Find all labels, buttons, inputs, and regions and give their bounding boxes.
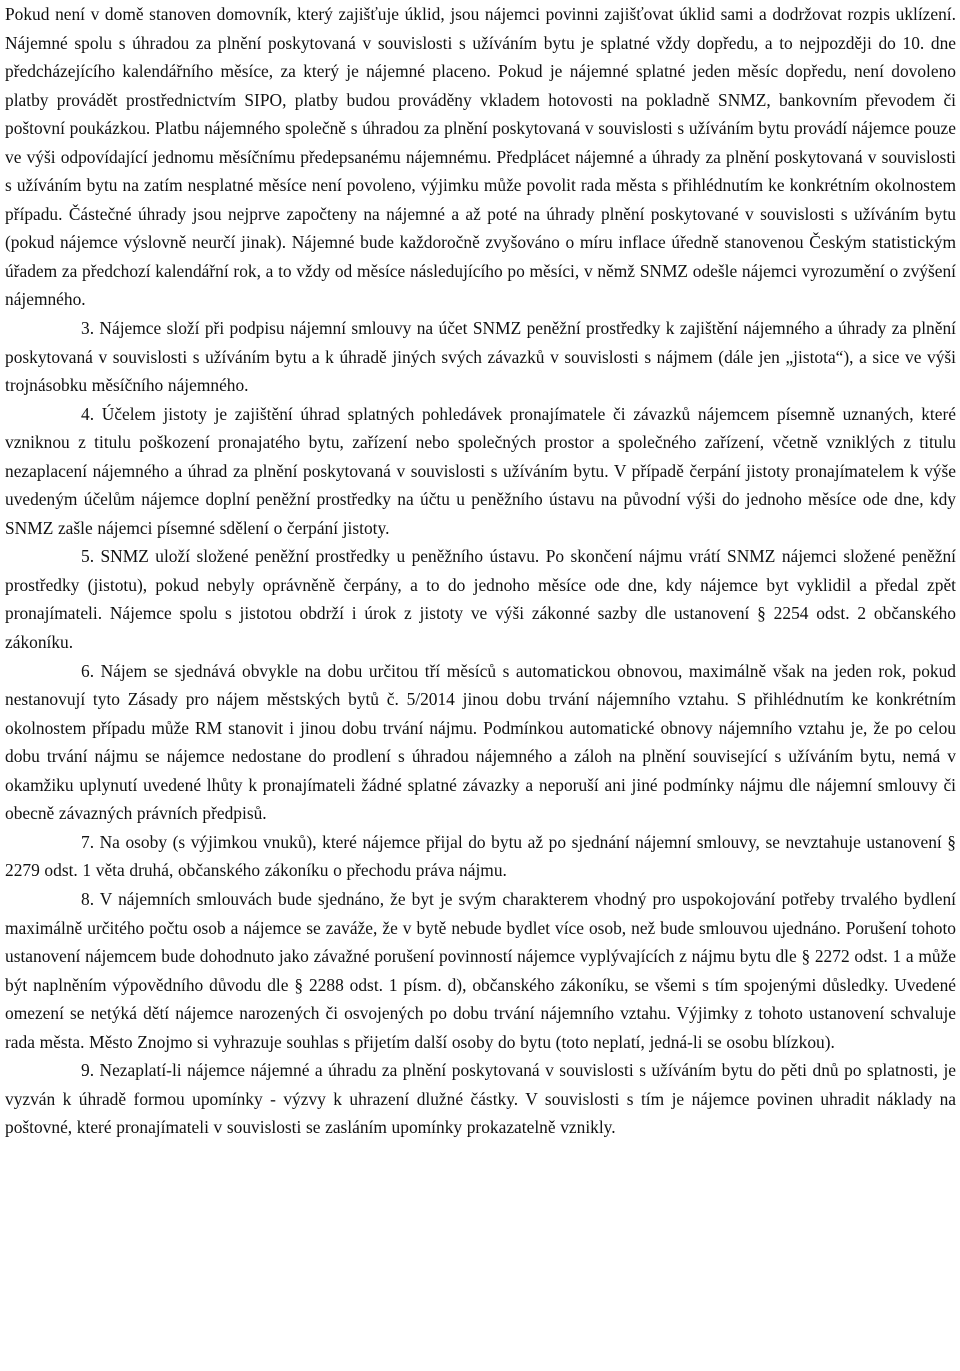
paragraph-6: 6. Nájem se sjednává obvykle na dobu určitou tří měsíců s automatickou obnovou, maximálně však na jeden rok, pokud nestanovují tyto Zásady pro nájem městských bytů č. 5/2014 jinou dobu trvání nájemního vztahu. S přihlédnutím ke konkrétním okolnostem případu může RM stanovit i jinou dobu trvání nájmu. Podmínkou automatické obnovy nájemního vztahu je, že po celou dobu trvání nájmu se nájemce nedostane do prodlení s úhradou nájemného a záloh na plnění související s užíváním bytu, nemá v okamžiku uplynutí uvedené lhůty k pronajímateli žádné splatné závazky a neporuší ani jiné podmínky nájmu dle nájemní smlouvy či obecně závazných právních předpisů. (5, 660, 956, 824)
paragraph-3: 3. Nájemce složí při podpisu nájemní smlouvy na účet SNMZ peněžní prostředky k zajištění nájemného a úhrady za plnění poskytovaná v souvislosti s užíváním bytu a k úhradě jiných svých závazků v souvislosti s nájmem (dále jen „jistota“), a sice ve výši trojnásobku měsíčního nájemného. (5, 318, 956, 396)
paragraph-8: 8. V nájemních smlouvách bude sjednáno, že byt je svým charakterem vhodný pro uspokojování potřeby trvalého bydlení maximálně určitého počtu osob a nájemce se zaváže, že v bytě nebude bydlet více osob, než bude smlouvou ujednáno. Porušení tohoto ustanovení nájemcem bude dohodnuto jako závažné porušení povinností nájemce vyplývajících z nájmu bytu dle § 2272 odst. 1 a může být naplněním výpovědního důvodu dle § 2288 odst. 1 písm. d), občanského zákoníku, se všemi s tím spojenými důsledky. Uvedené omezení se netýká dětí nájemce narozených či osvojených po dobu trvání nájemního vztahu. Výjimky z tohoto ustanovení schvaluje rada města. Město Znojmo si vyhrazuje souhlas s přijetím další osoby do bytu (toto neplatí, jedná-li se osobu blízkou). (5, 888, 956, 1052)
paragraph-9: 9. Nezaplatí-li nájemce nájemné a úhradu za plnění poskytovaná v souvislosti s užíváním bytu do pěti dnů po splatnosti, je vyzván k úhradě formou upomínky - výzvy k uhrazení dlužné částky. V souvislosti s tím je nájemce povinen uhradit náklady na poštovné, které pronajímateli v souvislosti se zasláním upomínky prokazatelně vznikly. (5, 1060, 956, 1138)
paragraph-continuation: Pokud není v domě stanoven domovník, který zajišťuje úklid, jsou nájemci povinni zajišťovat úklid sami a dodržovat rozpis uklízení. Nájemné spolu s úhradou za plnění poskytovaná v souvislosti s užíváním bytu je splatné vždy dopředu, a to nejpozději do 10. dne předcházejícího kalendářního měsíce, za který je nájemné placeno. Pokud je nájemné splatné jeden měsíc dopředu, není dovoleno platby provádět prostřednictvím SIPO, platby budou prováděny vkladem hotovosti na pokladně SNMZ, bankovním převodem či poštovní poukázkou. Platbu nájemného společně s úhradou za plnění poskytovaná v souvislosti s užíváním bytu provádí nájemce pouze ve výši odpovídající jednomu měsíčnímu předepsanému nájemnému. Předplácet nájemné a úhrady za plnění poskytovaná v souvislosti s užíváním bytu na zatím nesplatné měsíce není povoleno, výjimku může povolit rada města s přihlédnutím ke konkrétním okolnostem případu. Částečné úhrady jsou nejprve započteny na nájemné a až poté na úhrady plnění poskytované v souvislosti s užíváním bytu (pokud nájemce výslovně neurčí jinak). Nájemné bude každoročně zvyšováno o míru inflace úředně stanovenou Českým statistickým úřadem za předchozí kalendářní rok, a to vždy od měsíce následujícího po měsíci, v němž SNMZ odešle nájemci vyrozumění o zvýšení nájemného. (5, 4, 956, 310)
paragraph-4: 4. Účelem jistoty je zajištění úhrad splatných pohledávek pronajímatele či závazků nájemcem písemně uznaných, které vzniknou z titulu poškození pronajatého bytu, zařízení nebo společných prostor a společného zařízení, včetně vzniklých z titulu nezaplacení nájemného a úhrad za plnění poskytovaná v souvislosti s užíváním bytu. V případě čerpání jistoty pronajímatelem k výše uvedeným účelům nájemce doplní peněžní prostředky na účtu u peněžního ústavu na původní výši do jednoho měsíce ode dne, kdy SNMZ zašle nájemci písemné sdělení o čerpání jistoty. (5, 403, 956, 538)
paragraph-5: 5. SNMZ uloží složené peněžní prostředky u peněžního ústavu. Po skončení nájmu vrátí SNMZ nájemci složené peněžní prostředky (jistotu), pokud nebyly oprávněně čerpány, a to do jednoho měsíce ode dne, kdy nájemce byt vyklidil a předal zpět pronajímateli. Nájemce spolu s jistotou obdrží i úrok z jistoty ve výši zákonné sazby dle ustanovení § 2254 odst. 2 občanského zákoníku. (5, 546, 956, 653)
paragraph-7: 7. Na osoby (s výjimkou vnuků), které nájemce přijal do bytu až po sjednání nájemní smlouvy, se nevztahuje ustanovení § 2279 odst. 1 věta druhá, občanského zákoníku o přechodu práva nájmu. (5, 831, 956, 881)
